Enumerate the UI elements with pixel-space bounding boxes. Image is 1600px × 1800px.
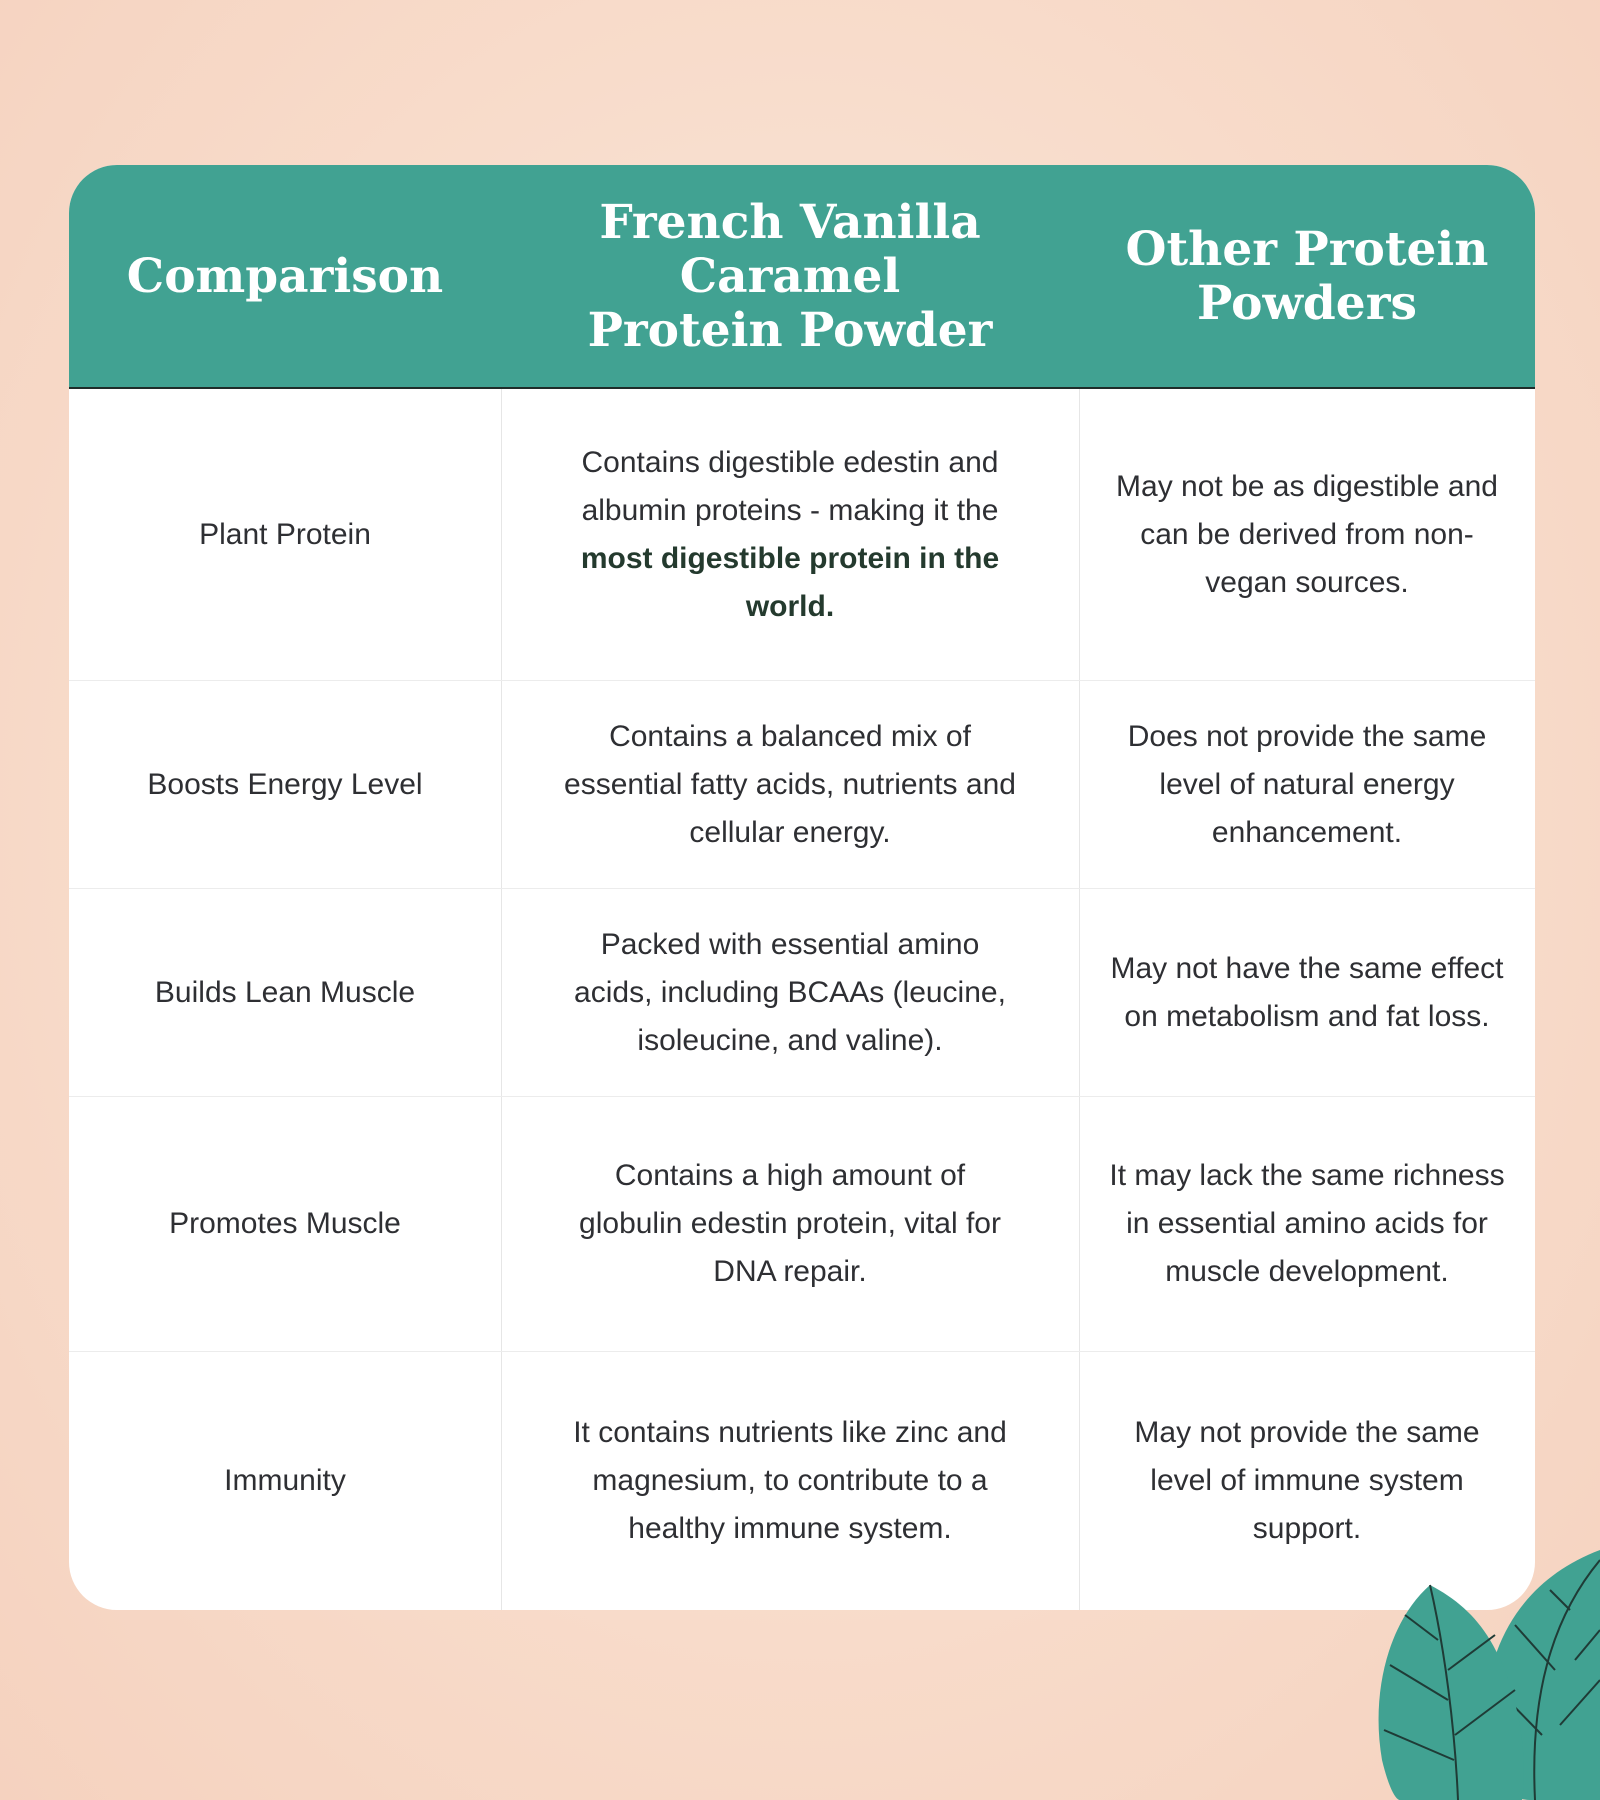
product-text: Contains a balanced mix of essential fatty acids, nutrients and cellular energy. xyxy=(564,719,1016,849)
leaf-icon xyxy=(1370,1540,1600,1800)
product-cell xyxy=(501,389,1079,680)
header-comparison xyxy=(69,165,501,389)
table-row xyxy=(69,681,1535,889)
feature-label: Immunity xyxy=(224,1464,346,1497)
header-other xyxy=(1079,165,1535,389)
comparison-table xyxy=(69,165,1535,1610)
other-text: It may lack the same richness in essential amino acids for muscle development. xyxy=(1109,1159,1505,1288)
feature-label: Promotes Muscle xyxy=(169,1207,401,1240)
table-header xyxy=(69,165,1535,389)
feature-cell xyxy=(69,889,501,1096)
header-product xyxy=(501,165,1079,389)
other-cell xyxy=(1079,681,1535,888)
header-other-line1: Other Protein xyxy=(1125,222,1489,277)
product-text-highlight: most digestible protein in the world. xyxy=(580,541,1000,623)
other-text: May not provide the same level of immune system support. xyxy=(1134,1416,1480,1545)
product-text xyxy=(561,439,1019,631)
other-cell xyxy=(1079,389,1535,680)
other-cell xyxy=(1079,889,1535,1096)
product-text: It contains nutrients like zinc and magnesium, to contribute to a healthy immune system. xyxy=(573,1416,1007,1545)
header-product-line2: Protein Powder xyxy=(587,303,993,358)
product-text: Contains a high amount of globulin edestin protein, vital for DNA repair. xyxy=(579,1159,1001,1288)
other-text: Does not provide the same level of natural energy enhancement. xyxy=(1127,719,1487,849)
table-row xyxy=(69,889,1535,1097)
header-comparison-label: Comparison xyxy=(126,249,444,304)
product-cell xyxy=(501,889,1079,1096)
feature-label: Plant Protein xyxy=(199,517,371,551)
feature-label: Builds Lean Muscle xyxy=(154,975,416,1009)
product-cell xyxy=(501,681,1079,888)
product-cell xyxy=(501,1352,1079,1610)
other-cell xyxy=(1079,1097,1535,1351)
product-cell xyxy=(501,1097,1079,1351)
feature-label: Boosts Energy Level xyxy=(147,767,423,801)
other-text: May not have the same effect on metabolism and fat loss. xyxy=(1110,951,1504,1033)
feature-cell xyxy=(69,1352,501,1610)
table-row xyxy=(69,389,1535,681)
product-text: Packed with essential amino acids, including BCAAs (leucine, isoleucine, and valine). xyxy=(574,927,1006,1057)
feature-cell xyxy=(69,389,501,680)
header-other-line2: Powders xyxy=(1197,276,1417,331)
feature-cell xyxy=(69,681,501,888)
product-text-pre: Contains digestible edestin and albumin proteins - making it the xyxy=(581,445,999,527)
header-product-line1: French Vanilla Caramel xyxy=(599,195,981,304)
table-row xyxy=(69,1097,1535,1352)
other-text: May not be as digestible and can be derived from non-vegan sources. xyxy=(1116,469,1498,599)
table-row xyxy=(69,1352,1535,1610)
feature-cell xyxy=(69,1097,501,1351)
